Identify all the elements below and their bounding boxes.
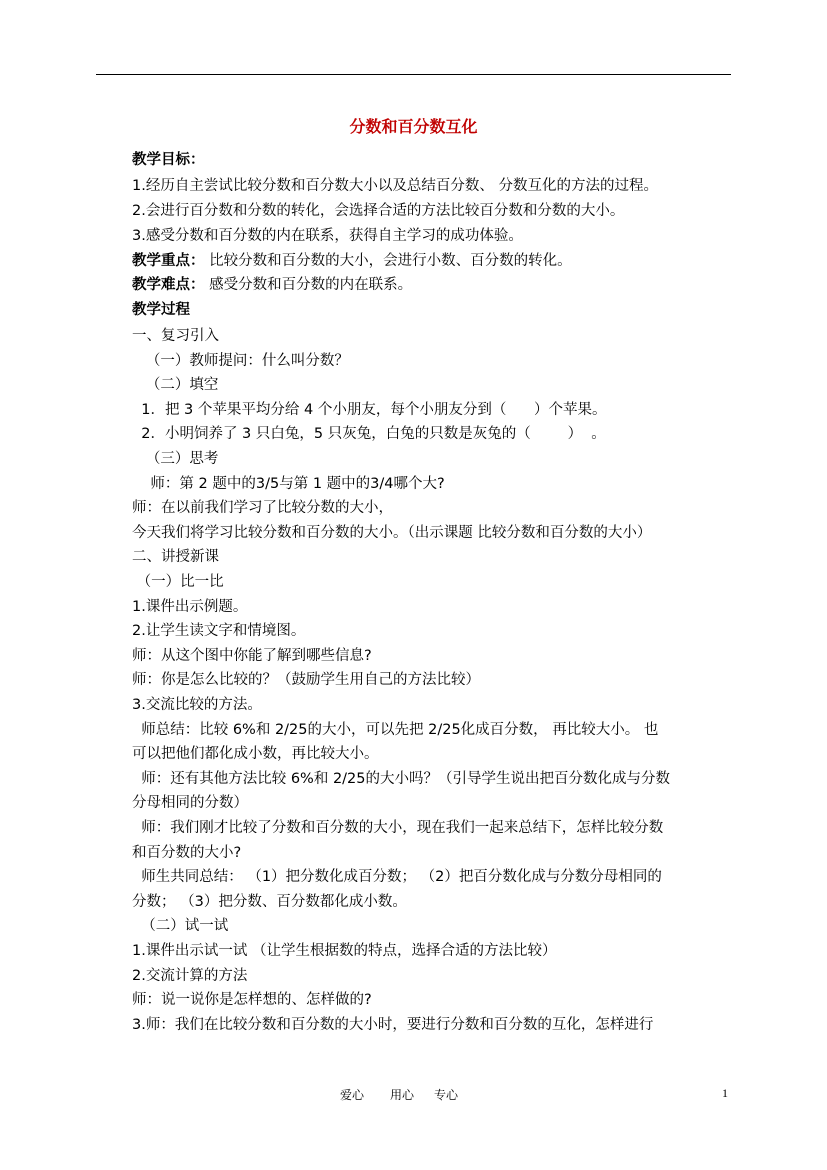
body-line: 2．小明饲养了 3 只白兔，5 只灰兔，白兔的只数是灰兔的（ ） 。 <box>132 426 606 442</box>
difficulty-label: 教学难点： <box>132 277 205 293</box>
objective-line: 3.感受分数和百分数的内在联系，获得自主学习的成功体验。 <box>132 228 523 244</box>
objective-line: 1.经历自主尝试比较分数和百分数大小以及总结百分数、 分数互化的方法的过程。 <box>132 178 658 194</box>
body-line: 师：第 2 题中的3/5与第 1 题中的3/4哪个大? <box>132 476 445 492</box>
body-line: 1.课件出示例题。 <box>132 599 248 615</box>
page-number: 1 <box>722 1086 728 1100</box>
key-point-label: 教学重点： <box>132 253 205 269</box>
body-line: 二、讲授新课 <box>132 549 219 565</box>
body-line: 分母相同的分数） <box>132 795 248 811</box>
body-line: 分数； （3）把分数、百分数都化成小数。 <box>132 894 407 910</box>
body-line: 今天我们将学习比较分数和百分数的大小。（出示课题 比较分数和百分数的大小） <box>132 525 652 541</box>
body-line: 师：说一说你是怎样想的、怎样做的? <box>132 992 372 1008</box>
difficulty-line <box>132 275 412 295</box>
body-line: 3.交流比较的方法。 <box>132 697 262 713</box>
footer-item: 爱心 <box>340 1088 365 1102</box>
objectives-heading: 教学目标： <box>132 152 205 168</box>
body-line: 1.课件出示试一试 （让学生根据数的特点，选择合适的方法比较） <box>132 943 557 959</box>
body-line: （三）思考 <box>132 451 219 467</box>
body-line: 师：还有其他方法比较 6%和 2/25的大小吗？（引导学生说出把百分数化成与分数 <box>132 771 670 787</box>
body-line: 师：你是怎么比较的？（鼓励学生用自己的方法比较） <box>132 672 480 688</box>
footer-item: 用心 <box>390 1088 415 1102</box>
body-line: 一、复习引入 <box>132 328 219 344</box>
key-point-text: 比较分数和百分数的大小，会进行小数、百分数的转化。 <box>204 253 572 269</box>
body-line: 师生共同总结： （1）把分数化成百分数； （2）把百分数化成与分数分母相同的 <box>132 869 662 885</box>
body-line: 师：我们刚才比较了分数和百分数的大小，现在我们一起来总结下，怎样比较分数 <box>132 820 664 836</box>
body-line: 2.让学生读文字和情境图。 <box>132 623 306 639</box>
body-line: 2.交流计算的方法 <box>132 968 248 984</box>
body-line: 师总结：比较 6%和 2/25的大小，可以先把 2/25化成百分数， 再比较大小。 也 <box>132 722 659 738</box>
body-line: 师：从这个图中你能了解到哪些信息? <box>132 648 372 664</box>
objective-line: 2.会进行百分数和分数的转化，会选择合适的方法比较百分数和分数的大小。 <box>132 203 625 219</box>
body-line: 1．把 3 个苹果平均分给 4 个小朋友，每个小朋友分到（ ）个苹果。 <box>132 402 607 418</box>
body-line: 3.师：我们在比较分数和百分数的大小时，要进行分数和百分数的互化，怎样进行 <box>132 1017 654 1033</box>
body-line: 可以把他们都化成小数，再比较大小。 <box>132 746 379 762</box>
body-line: 和百分数的大小? <box>132 845 242 861</box>
footer-item: 专心 <box>434 1088 459 1102</box>
body-line: 师：在以前我们学习了比较分数的大小， <box>132 500 393 516</box>
body-line: （一）教师提问：什么叫分数？ <box>132 353 349 369</box>
body-line: （一）比一比 <box>132 574 224 590</box>
body-line: （二）填空 <box>132 377 219 393</box>
body-line: （二）试一试 <box>132 918 229 934</box>
key-point-line <box>132 251 572 271</box>
document-title: 分数和百分数互化 <box>349 117 478 136</box>
difficulty-text: 感受分数和百分数的内在联系。 <box>204 277 413 293</box>
process-heading: 教学过程 <box>132 302 190 318</box>
header-rule <box>96 74 731 75</box>
